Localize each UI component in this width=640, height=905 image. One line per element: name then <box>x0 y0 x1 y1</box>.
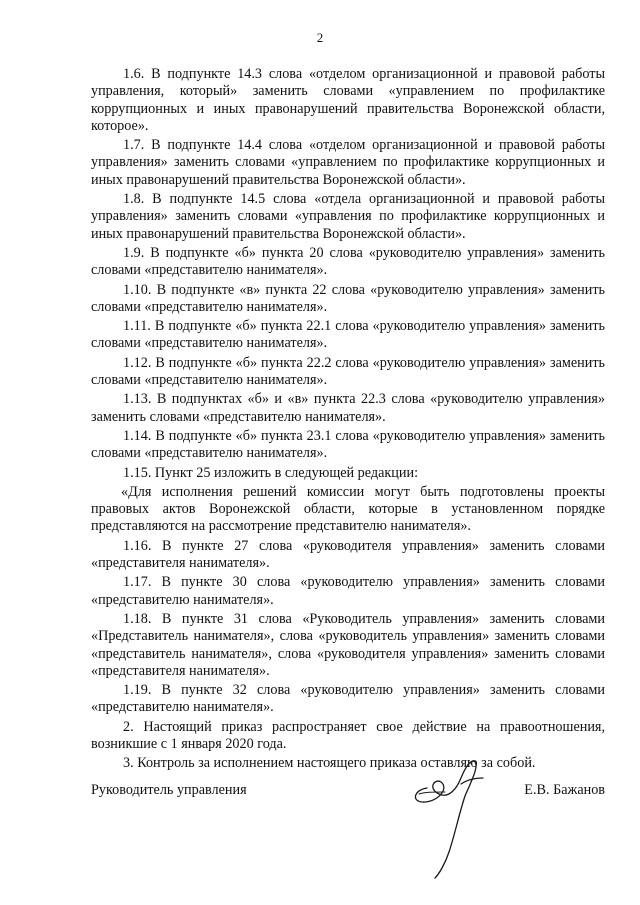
quoted-text: «Для исполнения решений комиссии могут быть подготовлены проекты правовых актов Воронежской области, которые в установленном порядке представляются на рассмотрение представителю нанимателя». <box>91 483 605 535</box>
paragraph-1-16: 1.16. В пункте 27 слова «руководителя управления» заменить словами «представителя нанимателя». <box>91 537 605 572</box>
paragraph-2: 2. Настоящий приказ распространяет свое действие на правоотношения, возникшие с 1 января 2020 года. <box>91 718 605 752</box>
document-body <box>91 66 605 773</box>
paragraph-1-6: 1.6. В подпункте 14.3 слова «отделом организационной и правовой работы управления, который» заменить словами «управлением по профилактике коррупционных и иных правонарушений правительства Воронежской области, которое». <box>91 66 605 134</box>
paragraph-1-8: 1.8. В подпункте 14.5 слова «отдела организационной и правовой работы управления» заменить словами «управления по профилактике коррупционных и иных правонарушений правительства Воронежской области». <box>91 191 605 242</box>
paragraph-1-13: 1.13. В подпунктах «б» и «в» пункта 22.3 слова «руководителю управления» заменить словами «представителю нанимателя». <box>91 391 605 425</box>
paragraph-1-15: 1.15. Пункт 25 изложить в следующей редакции: <box>123 464 419 481</box>
signatory-title: Руководитель управления <box>91 782 247 798</box>
paragraph-1-9: 1.9. В подпункте «б» пункта 20 слова «руководителю управления» заменить словами «представителю нанимателя». <box>91 244 605 279</box>
signature-block <box>91 782 605 802</box>
paragraph-3: 3. Контроль за исполнением настоящего приказа оставляю за собой. <box>123 755 536 772</box>
signatory-name: Е.В. Бажанов <box>524 782 605 798</box>
paragraph-1-18: 1.18. В пункте 31 слова «Руководитель управления» заменить словами «Представитель нанимателя», слова «руководитель управления» заменить словами «представитель нанимателя», слова «руководителя управления» заменить словами «представителя нанимателя». <box>91 610 605 679</box>
handwritten-signature <box>405 748 495 883</box>
paragraph-1-14: 1.14. В подпункте «б» пункта 23.1 слова «руководителю управления» заменить словами «представителю нанимателя». <box>91 427 605 462</box>
page-number: 2 <box>316 30 324 45</box>
paragraph-1-11: 1.11. В подпункте «б» пункта 22.1 слова «руководителю управления» заменить словами «представителю нанимателя». <box>91 318 605 352</box>
paragraph-1-12: 1.12. В подпункте «б» пункта 22.2 слова «руководителю управления» заменить словами «представителю нанимателя». <box>91 354 605 389</box>
paragraph-1-17: 1.17. В пункте 30 слова «руководителю управления» заменить словами «представителю нанимателя». <box>91 574 605 608</box>
paragraph-1-10: 1.10. В подпункте «в» пункта 22 слова «руководителю управления» заменить словами «представителю нанимателя». <box>91 281 605 315</box>
paragraph-1-7: 1.7. В подпункте 14.4 слова «отделом организационной и правовой работы управления» заменить словами «управлением по профилактике коррупционных и иных правонарушений правительства Воронежской области». <box>91 137 605 188</box>
paragraph-1-19: 1.19. В пункте 32 слова «руководителю управления» заменить словами «представителю нанимателя». <box>91 682 605 716</box>
